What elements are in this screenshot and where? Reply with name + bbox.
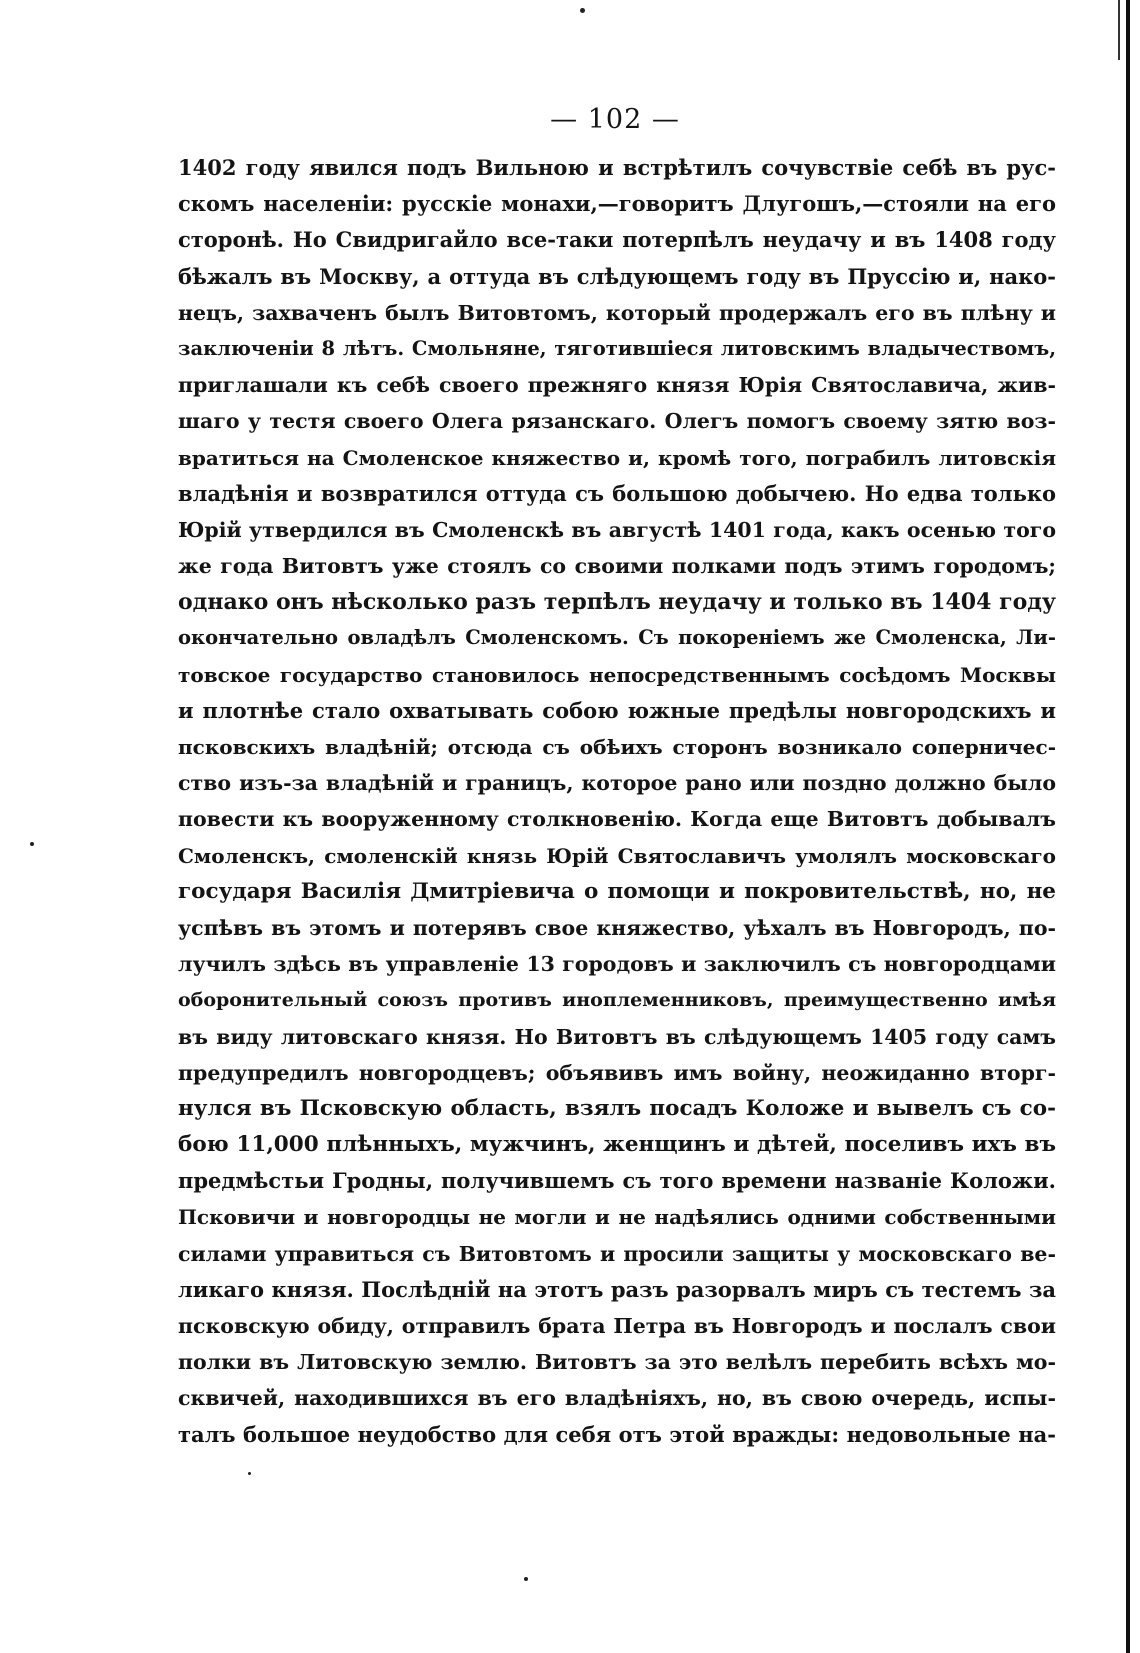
text-line: сторонѣ. Но Свидригайло все-таки потерпѣлъ неудачу и въ 1408 году [178, 227, 1056, 253]
text-line: нулся въ Псковскую область, взялъ посадъ Коложе и вывелъ съ со- [178, 1095, 1056, 1121]
text-line: нецъ, захваченъ былъ Витовтомъ, который продержалъ его въ плѣну и [178, 300, 1056, 325]
text-line: государя Василія Дмитріевича о помощи и покровительствѣ, но, не [178, 878, 1056, 904]
text-line: лучилъ здѣсь въ управленіе 13 городовъ и заключилъ съ новгородцами [178, 952, 1056, 977]
text-line: псковскихъ владѣній; отсюда съ обѣихъ сторонъ возникало соперничес- [178, 735, 1056, 759]
text-line: силами управиться съ Витовтомъ и просили защиты у московскаго ве- [178, 1241, 1056, 1266]
text-line: окончательно овладѣлъ Смоленскомъ. Съ покореніемъ же Смоленска, Ли- [178, 626, 1056, 650]
text-line: же года Витовтъ уже стоялъ со своими полками подъ этимъ городомъ; [178, 554, 1056, 579]
text-line: успѣвъ въ этомъ и потерявъ свое княжество, уѣхалъ въ Новгородъ, по- [178, 915, 1056, 940]
text-line: приглашали къ себѣ своего прежняго князя Юрія Святославича, жив- [178, 373, 1056, 398]
text-line: въ виду литовскаго князя. Но Витовтъ въ слѣдующемъ 1405 году самъ [178, 1024, 1056, 1049]
scan-speck [524, 1577, 528, 1581]
text-line: однако онъ нѣсколько разъ терпѣлъ неудачу и только въ 1404 году [178, 589, 1056, 616]
text-line: заключеніи 8 лѣтъ. Смольняне, тяготившіеся литовскимъ владычествомъ, [178, 336, 1056, 360]
text-line: предупредилъ новгородцевъ; объявивъ имъ войну, неожиданно вторг- [178, 1060, 1056, 1085]
text-line: шаго у тестя своего Олега рязанскаго. Олегъ помогъ своему зятю воз- [178, 409, 1056, 434]
scan-speck [248, 1472, 251, 1475]
text-line: товское государство становилось непосредственнымъ сосѣдомъ Москвы [178, 662, 1056, 687]
text-line: вратиться на Смоленское княжество и, кромѣ того, пограбилъ литовскія [178, 445, 1056, 470]
page-binding-shadow [1118, 0, 1120, 60]
text-line: и плотнѣе стало охватывать собою южные предѣлы новгородскихъ и [178, 697, 1056, 723]
page-binding-edge [1126, 0, 1130, 1653]
text-line: ликаго князя. Послѣдній на этотъ разъ разорвалъ миръ съ тестемъ за [178, 1276, 1056, 1302]
text-line: предмѣстьи Гродны, получившемъ съ того времени названіе Коложи. [178, 1168, 1056, 1194]
text-line: сквичей, находившихся въ его владѣніяхъ, но, въ свою очередь, испы- [178, 1386, 1056, 1411]
text-line: владѣнія и возвратился оттуда съ большою добычею. Но едва только [178, 480, 1056, 506]
text-line: талъ большое неудобство для себя отъ этой вражды: недовольные на- [178, 1421, 1056, 1447]
scan-speck [580, 8, 585, 13]
text-line: Псковичи и новгородцы не могли и не надѣялись одними собственными [178, 1205, 1056, 1230]
text-line: бѣжалъ въ Москву, а оттуда въ слѣдующемъ году въ Пруссію и, нако- [178, 263, 1056, 289]
text-line: псковскую обиду, отправилъ брата Петра въ Новгородъ и послалъ свои [178, 1314, 1056, 1338]
text-line: оборонительный союзъ противъ иноплеменниковъ, преимущественно имѣя [178, 989, 1056, 1012]
text-line: полки въ Литовскую землю. Витовтъ за это велѣлъ перебить всѣхъ мо- [178, 1350, 1056, 1375]
text-line: скомъ населеніи: русскіе монахи,—говоритъ Длугошъ,—стояли на его [178, 191, 1056, 217]
page-number: — 102 — [550, 104, 680, 135]
text-line: Смоленскъ, смоленскій князь Юрій Святославичъ умолялъ московскаго [178, 843, 1056, 868]
text-line: повести къ вооруженному столкновенію. Когда еще Витовтъ добывалъ [178, 807, 1056, 832]
body-text [178, 150, 1056, 1453]
scan-speck [30, 842, 34, 846]
text-line: бою 11,000 плѣнныхъ, мужчинъ, женщинъ и дѣтей, поселивъ ихъ въ [178, 1132, 1056, 1158]
text-line: ство изъ-за владѣній и границъ, которое рано или поздно должно было [178, 771, 1056, 796]
text-line: 1402 году явился подъ Вильною и встрѣтилъ сочувствіе себѣ въ рус- [178, 155, 1056, 180]
text-line: Юрій утвердился въ Смоленскѣ въ августѣ 1401 года, какъ осенью того [178, 517, 1056, 542]
